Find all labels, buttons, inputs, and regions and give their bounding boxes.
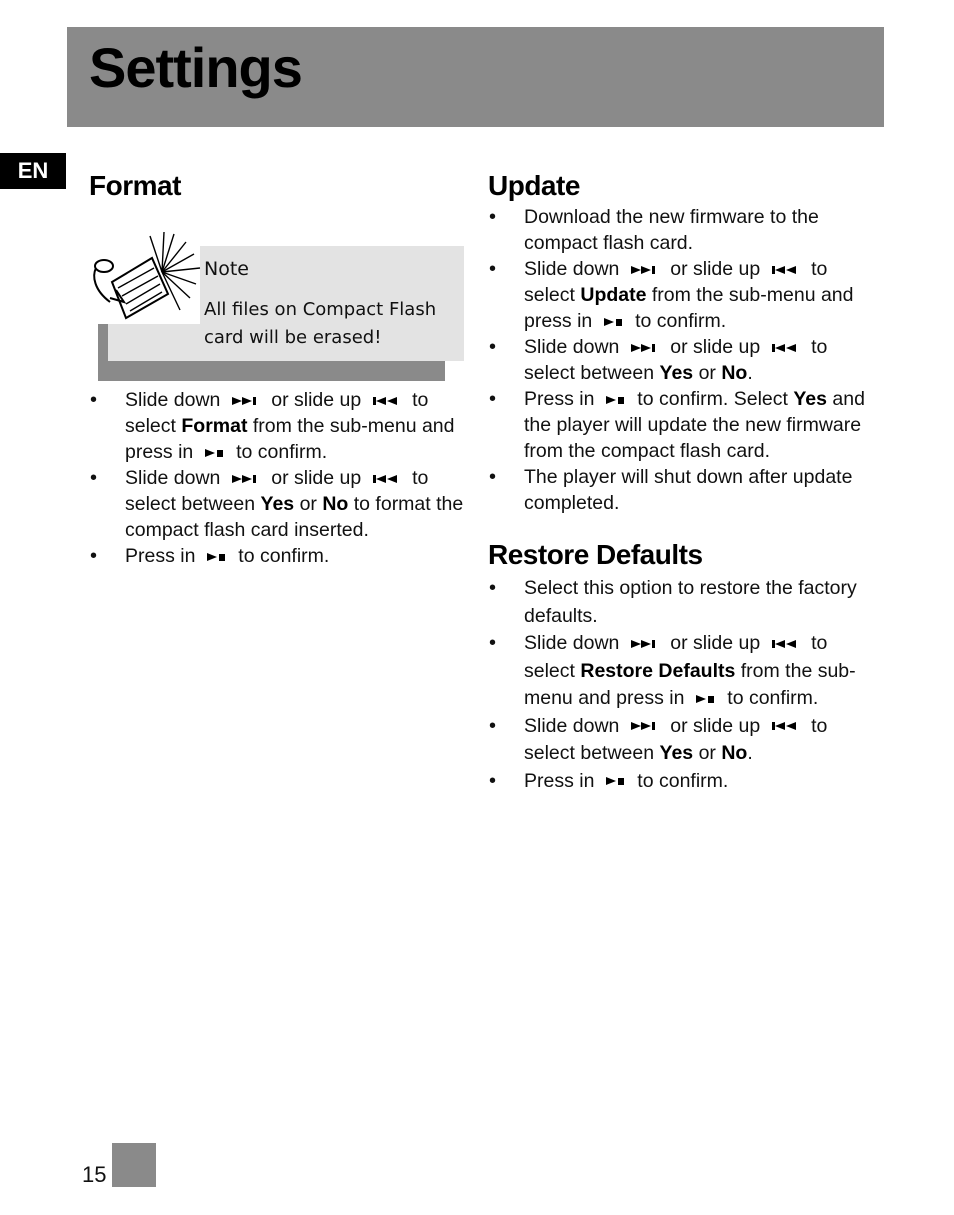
item-text: Press in — [524, 769, 595, 792]
item-text: to select between — [524, 714, 828, 764]
item-text: Slide down — [125, 389, 221, 411]
play-pause-icon — [604, 395, 628, 405]
item-text: to select — [524, 258, 828, 306]
skip-next-icon — [230, 474, 262, 484]
item-text: Slide down — [125, 467, 221, 489]
skip-previous-icon — [770, 265, 802, 275]
update-list — [489, 204, 869, 516]
skip-previous-icon — [371, 474, 403, 484]
item-text: or — [698, 362, 716, 384]
item-text: or slide up — [670, 632, 761, 654]
note-text: All files on Compact Flash card will be erased! — [204, 299, 437, 348]
item-text: or — [299, 493, 317, 515]
list-item — [489, 464, 869, 516]
restore-defaults-heading: Restore Defaults — [488, 539, 703, 570]
item-text: to select between — [524, 336, 828, 384]
list-item — [489, 575, 869, 630]
skip-next-icon — [230, 396, 262, 406]
item-text: from the sub-menu and press in — [125, 415, 455, 463]
list-item — [90, 543, 470, 569]
item-text: The player will shut down after update completed. — [524, 466, 853, 514]
item-text: . — [747, 362, 753, 384]
list-item — [90, 387, 470, 465]
item-text: Press in — [125, 545, 196, 567]
skip-previous-icon — [770, 721, 802, 731]
list-item — [489, 334, 869, 386]
note-pad-icon — [90, 232, 202, 324]
item-text: to confirm. — [236, 441, 328, 463]
item-text: Download the new firmware to the compact flash card. — [524, 206, 819, 254]
list-item — [489, 768, 869, 796]
page-number: 15 — [82, 1162, 107, 1187]
skip-next-icon — [629, 639, 661, 649]
item-text: or slide up — [670, 258, 761, 280]
restore-list — [489, 575, 869, 795]
item-text: or slide up — [670, 336, 761, 358]
item-text: Select this option to restore the factory defaults. — [524, 577, 857, 627]
item-bold: Yes — [793, 388, 827, 410]
update-heading: Update — [488, 170, 580, 201]
item-bold: Yes — [659, 362, 694, 384]
item-bold: Yes — [260, 493, 295, 515]
item-text: Press in — [524, 388, 595, 410]
note-label: Note — [204, 258, 249, 280]
skip-previous-icon — [770, 343, 802, 353]
item-text: or slide up — [271, 467, 362, 489]
play-pause-icon — [203, 448, 227, 458]
item-text: or — [698, 742, 716, 764]
item-text: or slide up — [670, 714, 761, 737]
item-text: from the sub-menu and press in — [524, 659, 856, 709]
item-text: . — [747, 742, 753, 764]
skip-previous-icon — [371, 396, 403, 406]
list-item — [489, 630, 869, 713]
skip-next-icon — [629, 721, 661, 731]
list-item — [90, 465, 470, 543]
play-pause-icon — [604, 776, 628, 786]
item-bold: No — [322, 493, 349, 515]
item-bold: Yes — [659, 742, 694, 764]
item-text: to confirm. — [635, 310, 727, 332]
item-text: to select — [524, 632, 828, 682]
item-text: to confirm. — [238, 545, 330, 567]
item-text: to format the compact flash card inserted. — [125, 493, 464, 541]
play-pause-icon — [694, 694, 718, 704]
item-text: to select between — [125, 467, 429, 515]
item-bold: Restore Defaults — [580, 659, 736, 682]
skip-previous-icon — [770, 639, 802, 649]
item-text: to confirm. — [727, 687, 819, 709]
item-text: Slide down — [524, 258, 620, 280]
list-item — [489, 204, 869, 256]
item-text: or slide up — [271, 389, 362, 411]
list-item — [489, 386, 869, 464]
item-text: Slide down — [524, 632, 620, 654]
item-text: to confirm. Select — [637, 388, 788, 410]
item-text: Slide down — [524, 714, 620, 737]
item-text: Slide down — [524, 336, 620, 358]
item-text: to confirm. — [637, 769, 729, 792]
item-text: from the sub-menu and press in — [524, 284, 854, 332]
page-tab — [112, 1143, 156, 1187]
format-heading: Format — [89, 170, 181, 201]
item-bold: No — [721, 742, 748, 764]
list-item — [489, 256, 869, 334]
play-pause-icon — [205, 552, 229, 562]
format-list — [90, 387, 470, 569]
item-text: and the player will update the new firmware from the compact flash card. — [524, 388, 865, 462]
item-bold: Update — [580, 284, 647, 306]
language-tab: EN — [0, 153, 66, 189]
item-bold: No — [721, 362, 748, 384]
list-item — [489, 713, 869, 768]
item-bold: Format — [181, 415, 248, 437]
play-pause-icon — [602, 317, 626, 327]
skip-next-icon — [629, 343, 661, 353]
page-title: Settings — [89, 36, 302, 99]
skip-next-icon — [629, 265, 661, 275]
item-text: to select — [125, 389, 429, 437]
